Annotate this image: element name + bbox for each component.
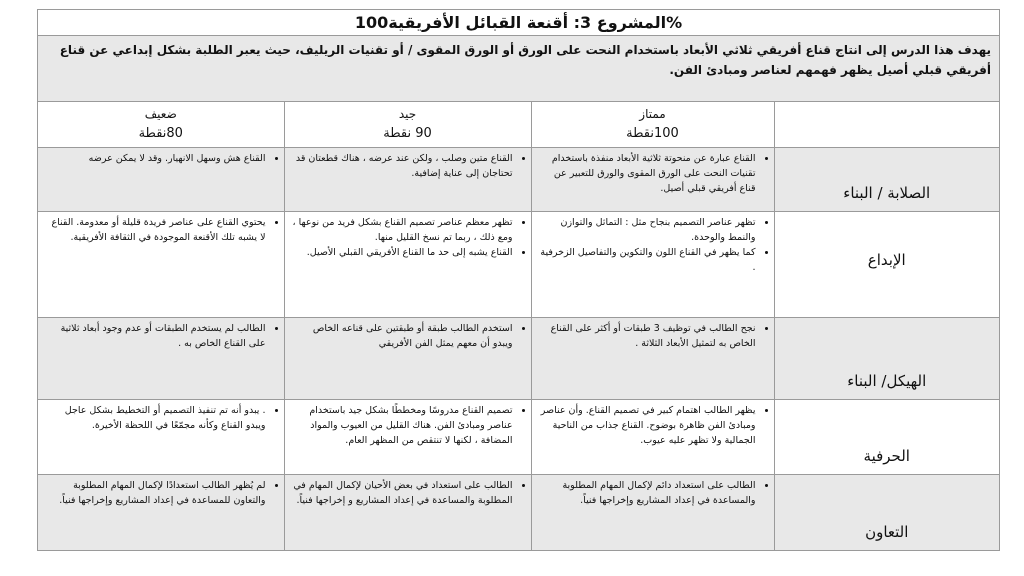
project-description: يهدف هذا الدرس إلى انتاج قناع أفريقي ثلاثي الأبعاد باستخدام النحت على الورق أو الورق المقوى / أو تقنيات الريليف، حيث يعبر الطلبة بشكل إبداعي عن قناع أفريقي قبلي أصيل يظهر فهمهم لعناصر ومبادئ الفن. <box>38 36 999 102</box>
criterion-label: التعاون <box>774 474 999 550</box>
criterion-label: الحرفية <box>774 399 999 474</box>
criterion-label: الإبداع <box>774 211 999 317</box>
good-cell <box>284 399 531 474</box>
criterion-label: الصلابة / البناء <box>774 147 999 211</box>
rubric-row <box>38 317 999 399</box>
weak-cell <box>38 211 284 317</box>
descriptor-item: • الطالب على استعداد دائم لإكمال المهام المطلوبة والمساعدة في إعداد المشاريع وإخراجها فنياً. <box>538 478 756 508</box>
level-points: 100نقطة <box>626 126 679 142</box>
descriptor-item: • القناع هش وسهل الانهيار. وقد لا يمكن عرضه <box>44 151 266 166</box>
weak-cell <box>38 399 284 474</box>
weak-cell <box>38 474 284 550</box>
weak-cell <box>38 147 284 211</box>
title-row <box>38 10 999 36</box>
descriptor-item: • يحتوي القناع على عناصر فريدة قليلة أو معدومة. القناع لا يشبه تلك الأقنعة الموجودة في الثقافة الأفريقية. <box>44 215 266 245</box>
excellent-cell <box>531 211 774 317</box>
level-header-weak <box>38 102 284 147</box>
header-row <box>38 102 999 147</box>
criterion-label: الهيكل/ البناء <box>774 317 999 399</box>
descriptor-item: • القناع يشبه إلى حد ما القناع الأفريقي القبلي الأصيل. <box>291 245 513 260</box>
descriptor-item: • كما يظهر في القناع اللون والتكوين والتفاصيل الزخرفية . <box>538 245 756 275</box>
criteria-header-cell <box>774 102 999 147</box>
good-cell <box>284 211 531 317</box>
descriptor-item: • . يبدو أنه تم تنفيذ التصميم أو التخطيط بشكل عاجل ويبدو القناع وكأنه مجمّعًا في اللحظة الأخيرة. <box>44 403 266 433</box>
rubric-row <box>38 211 999 317</box>
descriptor-item: • الطالب على استعداد في بعض الأحيان لإكمال المهام في المطلوبة والمساعدة في إعداد المشاريع و إخراجها فنياً. <box>291 478 513 508</box>
good-cell <box>284 147 531 211</box>
level-points: 90 نقطة <box>383 126 432 142</box>
descriptor-item: • تظهر معظم عناصر تصميم القناع بشكل فريد من نوعها ، ومع ذلك ، ربما تم نسخ القليل منها. <box>291 215 513 245</box>
excellent-cell <box>531 474 774 550</box>
excellent-cell <box>531 317 774 399</box>
level-header-excellent <box>531 102 774 147</box>
level-name: جيد <box>398 107 417 122</box>
descriptor-item: • استخدم الطالب طبقة أو طبقتين على قناعه الخاص ويبدو أن معهم يمثل الفن الأفريقي <box>291 321 513 351</box>
descriptor-item: • يظهر الطالب اهتمام كبير في تصميم القناع. وأن عناصر ومبادئ الفن ظاهرة بوضوح. القناع جذاب من الناحية الجمالية ولا تظهر عليه عيوب. <box>538 403 756 448</box>
excellent-cell <box>531 399 774 474</box>
descriptor-item: • تظهر عناصر التصميم بنجاح مثل : التماثل والتوازن والنمط والوحدة. <box>538 215 756 245</box>
weak-cell <box>38 317 284 399</box>
good-cell <box>284 474 531 550</box>
level-name: ممتاز <box>639 107 666 122</box>
level-header-good <box>284 102 531 147</box>
excellent-cell <box>531 147 774 211</box>
descriptor-item: • لم يُظهر الطالب استعدادًا لإكمال المهام المطلوبة والتعاون للمساعدة في إعداد المشاريع وإخراجها فنياً. <box>44 478 266 508</box>
page-title: المشروع 3: أقنعة القبائل الأفريقية100% <box>354 13 683 32</box>
level-points: 80نقطة <box>138 126 183 142</box>
rubric-sheet <box>37 9 1000 551</box>
rubric-row <box>38 399 999 474</box>
descriptor-item: • القناع عبارة عن منحوتة ثلاثية الأبعاد منفذة باستخدام تقنيات النحت على الورق المقوى والورق للتعبير عن قناع أفريقي قبلي أصيل. <box>538 151 756 196</box>
level-name: ضعيف <box>144 107 177 122</box>
good-cell <box>284 317 531 399</box>
descriptor-item: • نجح الطالب في توظيف 3 طبقات أو أكثر على القناع الخاص به لتمثيل الأبعاد الثلاثة . <box>538 321 756 351</box>
descriptor-item: • القناع متين وصلب ، ولكن عند عرضه ، هناك قطعتان قد تحتاجان إلى عناية إضافية. <box>291 151 513 181</box>
rubric-table <box>38 102 999 550</box>
rubric-row <box>38 147 999 211</box>
descriptor-item: • تصميم القناع مدروسًا ومخططًا بشكل جيد باستخدام عناصر ومبادئ الفن. هناك القليل من العيوب والمواد المضافة ، لكنها لا تنتقص من المظهر العام. <box>291 403 513 448</box>
descriptor-item: • الطالب لم يستخدم الطبقات أو عدم وجود أبعاد ثلاثية على القناع الخاص به . <box>44 321 266 351</box>
rubric-row <box>38 474 999 550</box>
